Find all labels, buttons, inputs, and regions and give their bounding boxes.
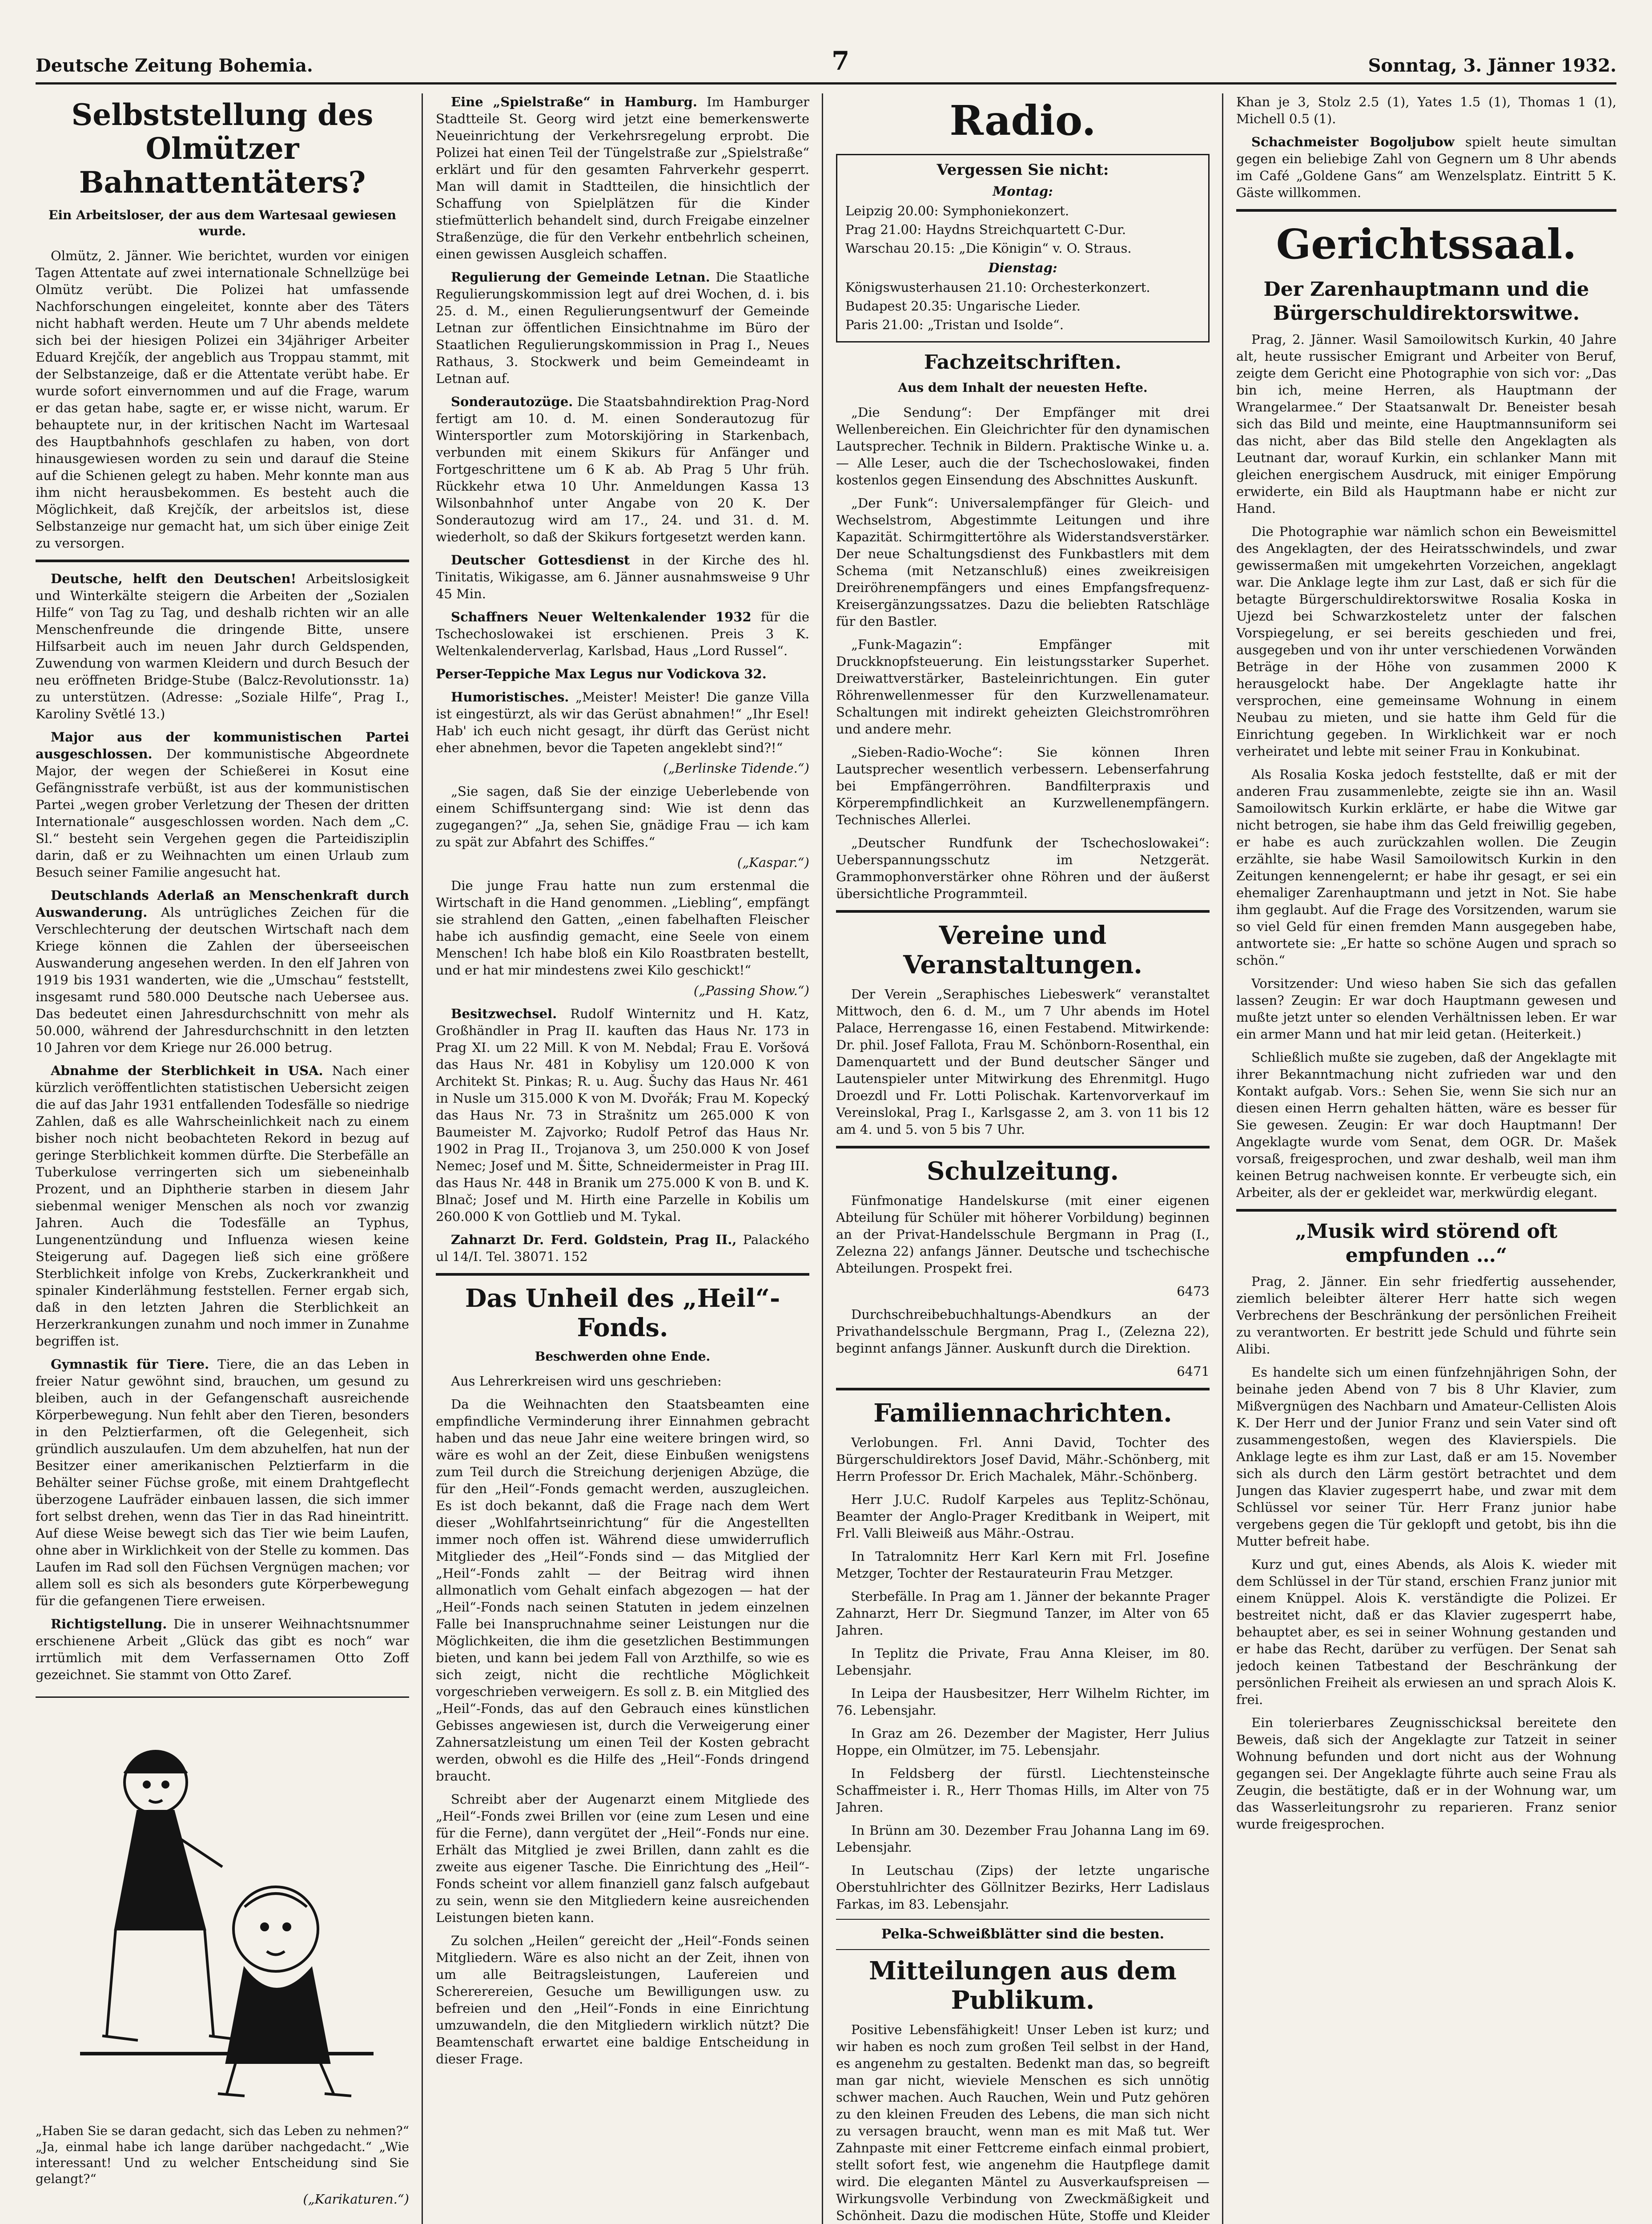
- radio-program-box: [836, 154, 1210, 342]
- columns: [36, 93, 1616, 2224]
- paragraph-text: spielt heute simultan gegen ein beliebige Zahl von Gegnern um 8 Uhr abends im Café „Goldene Gans“ am Wenzelsplatz. Eintritt 5 K. Gäste willkommen.: [1236, 134, 1616, 200]
- column-rule: [822, 93, 823, 2224]
- paragraph-lead: Deutschlands Aderlaß an Menschenkraft durch Auswanderung.: [36, 888, 409, 920]
- article-headline: Das Unheil des „Heil“-Fonds.: [465, 1284, 780, 1342]
- cartoon-caption: „Haben Sie se daran gedacht, sich das Leben zu nehmen?“ „Ja, einmal habe ich lange darüber nachgedacht.“ „Wie interessant! Und zu welcher Entscheidung sind Sie gelangt?“: [36, 2123, 409, 2186]
- paragraph-lead: Deutsche, helft den Deutschen!: [51, 571, 297, 586]
- radio-line: Prag 21.00: Haydns Streichquartett C-Dur.: [845, 222, 1126, 237]
- paragraph-lead: Perser-Teppiche Max Legus nur Vodickova 32.: [436, 666, 767, 681]
- article-paragraph: [436, 608, 809, 659]
- radio-box-title: Vergessen Sie nicht:: [937, 161, 1109, 179]
- radio-line: Budapest 20.35: Ungarische Lieder.: [845, 298, 1081, 314]
- section-headline: Mitteilungen aus dem Publikum.: [869, 1956, 1177, 2015]
- article-paragraph: In Leipa der Hausbesitzer, Herr Wilhelm Richter, im 76. Lebensjahr.: [836, 1686, 1210, 1718]
- newspaper-page: [36, 27, 1616, 2224]
- ad-number: 152: [563, 1249, 588, 1264]
- radio-day: Montag:: [993, 184, 1053, 199]
- section-headline: Fachzeitschriften.: [924, 351, 1122, 374]
- article-paragraph: Olmütz, 2. Jänner. Wie berichtet, wurden vor einigen Tagen Attentate auf zwei internationale Schnellzüge bei Olmütz verübt. Die Polizei hat umfassende Nachforschungen eingeleitet, konnte aber des Täters nicht habhaft werden. Heute um 7 Uhr abends meldete sich bei der hiesigen Polizei ein 34jähriger Arbeiter Eduard Krejčík, der angeblich aus Troppau stammt, mit der Selbstanzeige, daß er die Attentate verübt habe. Er wurde sofort einvernommen und auf die Frage, warum er das getan habe, sagte er, er wisse nicht, warum. Er behauptete nur, in der kritischen Nacht im Wartesaal des Hauptbahnhofs geschlafen zu haben, von dort hinausgewiesen worden zu sein und darauf die Steine auf die Schienen gelegt zu haben. Mehr konnte man aus ihm nicht herausbekommen. Es besteht auch die Möglichkeit, daß Krejčík, der arbeitslos ist, diese Selbstanzeige nur gemacht hat, um sich über einige Zeit zu versorgen.: [36, 248, 409, 551]
- article-paragraph: In Graz am 26. Dezember der Magister, Herr Julius Hoppe, ein Olmützer, im 75. Lebensjahr.: [836, 1726, 1210, 1758]
- article-paragraph: [436, 93, 809, 262]
- article-paragraph: „Funk-Magazin“: Empfänger mit Druckknopfsteuerung. Ein leistungsstarker Superhet. Dreiwattverstärker, Basteleinrichtungen. Ein guter Röhrenwellenmesser für den Kurzwellenamateur. Schaltungen mit indirekt geheizten Gleichstromröhren und andere mehr.: [836, 637, 1210, 737]
- radio-day: Dienstag:: [988, 260, 1057, 275]
- column-1: [36, 93, 409, 2224]
- article-paragraph: [36, 1616, 409, 1683]
- quote-source: („Berlinske Tidende.“): [663, 761, 809, 776]
- article-headline: Selbststellung des Olmützer Bahnattentäters?: [71, 97, 374, 200]
- paragraph-text: Tiere, die an das Leben in freier Natur gewöhnt sind, brauchen, um gesund zu bleiben, auch in der Gefangenschaft ausreichende Körperbewegung. Nun fehlt aber den Tieren, besonders in den Pelztierfarmen, oft die Gelegenheit, sich gründlich auszulaufen. Um dem abzuhelfen, hat nun der Besitzer einer amerikanischen Pelztierfarm in die Behälter seiner Füchse große, mit einem Drahtgeflecht überzogene Laufräder einbauen lassen, die sich immer fort selbst drehen, wenn das Tier in das Rad hineintritt. Auf diese Weise bewegt sich das Tier wie beim Laufen, ohne aber in Wirklichkeit von der Stelle zu kommen. Das Laufen im Rad soll den Füchsen Vergnügen machen; vor allem soll es sich als besonders gute Körperbewegung für die gefangenen Tiere erweisen.: [36, 1357, 409, 1608]
- paragraph-lead: Besitzwechsel.: [451, 1006, 557, 1021]
- section-divider: [436, 1273, 809, 1276]
- radio-line: Paris 21.00: „Tristan und Isolde“.: [845, 317, 1064, 332]
- article-paragraph: Durchschreibebuchhaltungs-Abendkurs an der Privathandelsschule Bergmann, Prag I., (Zelezna 22), beginnt anfangs Jänner. Auskunft durch die Direktion.: [836, 1307, 1210, 1356]
- section-divider: [836, 1919, 1210, 1920]
- section-divider: [836, 1388, 1210, 1390]
- paragraph-lead: Richtigstellung.: [51, 1616, 167, 1632]
- advertisement-line: Pelka-Schweißblätter sind die besten.: [881, 1926, 1165, 1942]
- article-paragraph: [1236, 133, 1616, 201]
- article-paragraph: In Feldsberg der fürstl. Liechtensteinsche Schaffmeister i. R., Herr Thomas Hills, im Alter von 75 Jahren.: [836, 1766, 1210, 1815]
- paragraph-text: für die Tschechoslowakei ist erschienen. Preis 3 K. Weltenkalenderverlag, Karlsbad, Haus „Lord Russel“.: [436, 609, 809, 658]
- article-headline: „Musik wird störend oft empfunden …“: [1295, 1220, 1558, 1267]
- paragraph-lead: Major aus der kommunistischen Partei ausgeschlossen.: [36, 729, 409, 761]
- article-paragraph: [436, 393, 809, 545]
- radio-line: Warschau 20.15: „Die Königin“ v. O. Straus.: [845, 241, 1132, 256]
- section-divider: [836, 1949, 1210, 1950]
- section-divider: [1236, 209, 1616, 212]
- article-paragraph: „Sie sagen, daß Sie der einzige Ueberlebende von einem Schiffsuntergang sind: Wie ist denn das zugegangen?“ „Ja, sehen Sie, gnädige Frau — ich kam zu spät zur Abfahrt des Schiffes.“: [436, 784, 809, 850]
- article-paragraph: In Teplitz die Private, Frau Anna Kleiser, im 80. Lebensjahr.: [836, 1646, 1210, 1678]
- article-paragraph: [36, 1062, 409, 1350]
- section-headline: Vereine und Veranstaltungen.: [903, 921, 1142, 979]
- paragraph-text: Die in unserer Weihnachtsnummer erschienene Arbeit „Glück das gibt es noch“ war irrtümlich mit dem Verfassernamen Otto Zoff gezeichnet. Sie stammt von Otto Zaref.: [36, 1616, 409, 1682]
- article-paragraph: Vorsitzender: Und wieso haben Sie sich das gefallen lassen? Zeugin: Er war doch Hauptmann gewesen und mußte jetzt unter so elenden Verhältnissen leben. Er war ein armer Mann und hat mir leid getan. (Heiterkeit.): [1236, 976, 1616, 1042]
- article-paragraph: Verlobungen. Frl. Anni David, Tochter des Bürgerschuldirektors Josef David, Mähr.-Schönberg, mit Herrn Professor Dr. Erich Machalek, Mähr.-Schönberg.: [836, 1435, 1210, 1484]
- article-paragraph: „Der Funk“: Universalempfänger für Gleich- und Wechselstrom, Abgestimmte Leitungen und ihre Kapazität. Schirmgittertöhre als Widerstandsverstärker. Der neue Schaltungsdienst des Funkbastlers mit dem Schema (mit Netzanschluß) eines zweikreisigen Dreiröhrenempfängers und eines Empfangsfrequenz-Kreisergänzungssatzes. Dazu die beliebten Ratschläge für den Bastler.: [836, 496, 1210, 629]
- article-paragraph: [36, 1356, 409, 1609]
- paragraph-lead: Eine „Spielstraße“ in Hamburg.: [451, 94, 698, 109]
- article-paragraph: Kurz und gut, eines Abends, als Alois K. wieder mit dem Schlüssel in der Tür stand, erschien Franz junior mit einem Knüppel. Alois K. verständigte die Polizei. Er bestreitet nicht, daß er das Klavier zugesperrt habe, behauptet aber, es sei in seiner Wohnung gestanden und er habe das Recht, darüber zu verfügen. Der Senat sah jedoch keinen Tatbestand der Beschränkung der persönlichen Freiheit als erwiesen an und sprach Alois K. frei.: [1236, 1557, 1616, 1707]
- masthead-date: Sonntag, 3. Jänner 1932.: [1368, 55, 1616, 76]
- paragraph-text: Im Hamburger Stadtteile St. Georg wird jetzt eine bemerkenswerte Neueinrichtung der Verkehrsregelung erprobt. Die Polizei hat einen Teil der Tüngelstraße zur „Spielstraße“ erklärt und für den gesamten Fahrverkehr gesperrt. Man will damit in Stadtteilen, die hinsichtlich der Schaffung von Spielplätzen für die Kinder stiefmütterlich behandelt sind, durch Freigabe einzelner Straßenzüge, die für den Verkehr entbehrlich scheinen, einen gewissen Ausgleich schaffen.: [436, 94, 809, 262]
- column-rule: [1222, 93, 1223, 2224]
- advertisement-line: [436, 1231, 809, 1265]
- article-paragraph: Der Verein „Seraphisches Liebeswerk“ veranstaltet Mittwoch, den 6. d. M., um 7 Uhr abends im Hotel Palace, Herrengasse 16, einen Festabend. Mitwirkende: Dr. phil. Josef Fallota, Frau M. Schönborn-Rosenthal, ein Damenquartett und der Bund deutscher Sänger und Lautenspieler unter Mitwirkung des Ehrenmitgl. Hugo Droezdl und Fr. Lotti Polischak. Kartenvorverkauf im Vereinslokal, Prag I., Karlsgasse 2, am 3. von 11 bis 12 am 4. und 5. von 5 bis 7 Uhr.: [836, 987, 1210, 1137]
- paragraph-lead: Zahnarzt Dr. Ferd. Goldstein, Prag II.,: [451, 1232, 737, 1247]
- column-2: [436, 93, 809, 2224]
- article-paragraph: Sterbefälle. In Prag am 1. Jänner der bekannte Prager Zahnarzt, Herr Dr. Siegmund Tanzer, im Alter von 65 Jahren.: [836, 1589, 1210, 1638]
- article-paragraph: Die Photographie war nämlich schon ein Beweismittel des Angeklagten, der des Heiratsschwindels, und zwar gewissermaßen mit umgekehrten Vorzeichen, angeklagt war. Die Anklage legte ihm zur Last, daß er sich für die betagte Bürgerschuldirektorswitwe Rosalia Koska in Ujezd bei Schwarzkosteletz unter der falschen Vorspiegelung, er sei bereits geschieden und frei, ausgegeben und von ihr unter verschiedenen Vorwänden Beträge in der Höhe von zusammen 2000 K herausgelockt habe. Der Angeklagte hatte ihr versprochen, eine gemeinsame Wohnung in einem Neubau zu mieten, und sie hatte ihm Geld für die Einrichtung gegeben. In Wirklichkeit war er noch verheiratet und lebte mit seiner Frau in Konkubinat.: [1236, 524, 1616, 759]
- ad-number: 6471: [1177, 1364, 1210, 1379]
- section-headline: Schulzeitung.: [927, 1156, 1119, 1186]
- article-paragraph: [36, 887, 409, 1056]
- section-subhead: Aus dem Inhalt der neuesten Hefte.: [898, 380, 1148, 395]
- paragraph-text: Rudolf Winternitz und H. Katz, Großhändler in Prag II. kauften das Haus Nr. 173 in Prag XI. um 22 Mill. K von M. Nebdal; Frau E. Voršová das Haus Nr. 481 in Kobylisy um 120.000 K von Architekt St. Pinkas; R. u. Aug. Šuchy das Haus Nr. 461 in Nusle um 315.000 K von M. Dvořák; Frau M. Kopecký das Haus Nr. 73 in Strašnitz um 265.000 K von Baumeister M. Zajvorko; Rudolf Petrof das Haus Nr. 1902 in Prag II., Trojanova 3, um 250.000 K von Josef Nemec; Josef und M. Šitte, Schneidermeister in Prag III. das Haus Nr. 448 in Branik um 275.000 K von B. und K. Blnač; Josef und M. Hirth eine Parzelle in Kobilis um 260.000 K von Gottlieb und M. Tykal.: [436, 1006, 809, 1224]
- article-subhead: Beschwerden ohne Ende.: [535, 1349, 711, 1364]
- article-paragraph: [436, 552, 809, 602]
- article-paragraph: „Sieben-Radio-Woche“: Sie können Ihren Lautsprecher wesentlich verbessern. Lebenserfahrung bei Empfängerröhren. Bandfilterpraxis und Körperempfindlichkeit an Kurzwellenempfängern. Technisches Allerlei.: [836, 745, 1210, 827]
- section-divider: [836, 1146, 1210, 1148]
- paragraph-text: Nach einer kürzlich veröffentlichten statistischen Uebersicht zeigen die auf das Jahr 1931 entfallenden Todesfälle so niedrige Zahlen, daß es alle Wahrscheinlichkeit nach zu einem bisher noch nicht beobachteten Rekord in bezug auf geringe Sterblichkeit kommen dürfte. Die Sterbefälle an Tuberkulose verringerten sich um siebeneinhalb Prozent, und an Diphtherie starben in diesem Jahr siebenmal weniger Menschen als noch vor zwanzig Jahren. Auch die Todesfälle an Typhus, Lungenentzündung und Influenza wiesen keine Steigerung auf. Dagegen ließ sich eine größere Sterblichkeit infolge von Krebs, Zuckerkrankheit und spinaler Kinderlähmung feststellen. Ferner ergab sich, daß in den letzten Jahren die Sterblichkeit an Herzerkrankungen zunahm und noch immer in Zunahme begriffen ist.: [36, 1063, 409, 1349]
- article-paragraph: Fünfmonatige Handelskurse (mit einer eigenen Abteilung für Schüler mit höherer Vorbildung) beginnen an der Privat-Handelsschule Bergmann in Prag (I., Zelezna 22) anfangs Jänner. Deutsche und tschechische Abteilungen. Prospekt frei.: [836, 1193, 1210, 1276]
- radio-line: Leipzig 20.00: Symphoniekonzert.: [845, 203, 1069, 218]
- cartoon-credit: („Karikaturen.“): [303, 2192, 409, 2207]
- section-divider: [36, 560, 409, 562]
- article-paragraph: In Tatralomnitz Herr Karl Kern mit Frl. Josefine Metzger, Tochter der Restaurateurin Frau Metzger.: [836, 1549, 1210, 1581]
- article-paragraph: In Brünn am 30. Dezember Frau Johanna Lang im 69. Lebensjahr.: [836, 1823, 1210, 1855]
- article-paragraph: [436, 689, 809, 756]
- article-paragraph: Ein tolerierbares Zeugnisschicksal bereitete den Beweis, daß sich der Angeklagte zur Tatzeit in seiner Wohnung befunden und dort nicht aus der Wohnung gegangen sei. Der Angeklagte führte auch seine Frau als Zeugin, die bestätigte, daß er in der Wohnung war, um das Wasserleitungsrohr zu reparieren. Franz senior wurde freigesprochen.: [1236, 1715, 1616, 1832]
- quote-source: („Passing Show.“): [693, 983, 809, 998]
- article-paragraph: Positive Lebensfähigkeit! Unser Leben ist kurz; und wir haben es noch zum großen Teil selbst in der Hand, es angenehm zu gestalten. Bedenkt man das, so begreift man gar nicht, wieviele Menschen es sich unnötig schwer machen. Auch Rauchen, Wein und Putz gehören zu den kleinen Freuden des Lebens, die man sich nicht zu versagen braucht, wenn man es mit Maß tut. Wer Zahnpaste mit einer Fettcreme einfach einmal probiert, stellt sofort fest, wie angenehm die Hautpflege damit wird. Die eleganten Mäntel zu Ausverkaufspreisen — Wirkungsvolle Verbindung von Zweckmäßigkeit und Schönheit. Dazu die modischen Hüte, Stoffe und Kleider: [836, 2022, 1210, 2223]
- radio-line: Königswusterhausen 21.10: Orchesterkonzert.: [845, 280, 1150, 295]
- article-paragraph: In Leutschau (Zips) der letzte ungarische Oberstuhlrichter des Göllnitzer Bezirks, Herr Ladislaus Farkas, im 83. Lebensjahr.: [836, 1863, 1210, 1912]
- article-paragraph: Khan je 3, Stolz 2.5 (1), Yates 1.5 (1), Thomas 1 (1), Michell 0.5 (1).: [1236, 94, 1616, 126]
- article-subhead: Ein Arbeitsloser, der aus dem Wartesaal gewiesen wurde.: [48, 208, 397, 238]
- section-divider: [1236, 1209, 1616, 1212]
- paragraph-lead: Humoristisches.: [451, 689, 569, 705]
- article-paragraph: [36, 570, 409, 722]
- paragraph-lead: Gymnastik für Tiere.: [51, 1357, 209, 1372]
- article-paragraph: Es handelte sich um einen fünfzehnjährigen Sohn, der beinahe jeden Abend von 7 bis 8 Uhr Klavier, zum Mißvergnügen des Nachbarn und Amateur-Cellisten Alois K. Der Herr und der Junior Franz und sein Vater sind oft zusammengestoßen, wegen des Klavierspiels. Die Anklage legte es ihm zur Last, daß er am 15. November sich als durch den Lärm gestört betrachtet und dem Jungen das Klavier zugesperrt habe, und zwar mit dem Schlüssel vor seiner Tür. Herr Franz junior habe vergebens gegen die Tür geklopft und getobt, bis ihn die Mutter befreit habe.: [1236, 1365, 1616, 1549]
- ad-number: 6473: [1177, 1284, 1210, 1299]
- article-paragraph: Die junge Frau hatte nun zum erstenmal die Wirtschaft in die Hand genommen. „Liebling“, empfängt sie strahlend den Gatten, „einen fabelhaften Fleischer habe ich ausfindig gemacht, eine Seele von einem Menschen! Ich habe bloß ein Kilo Roastbraten bestellt, und er hat mir mindestens zwei Kilo geschickt!“: [436, 878, 809, 978]
- column-3: [836, 93, 1210, 2224]
- paragraph-lead: Regulierung der Gemeinde Letnan.: [451, 270, 710, 285]
- article-paragraph: [436, 1005, 809, 1225]
- column-4: [1236, 93, 1616, 2224]
- paragraph-text: „Meister! Meister! Die ganze Villa ist eingestürzt, als wir das Gerüst abnahmen!“ „Ihr Esel! Hab' ich euch nicht gesagt, ihr dürft das Gerüst nicht eher abnehmen, bevor die Tapeten angeklebt sind?!“: [436, 689, 809, 755]
- article-paragraph: „Die Sendung“: Der Empfänger mit drei Wellenbereichen. Ein Gleichrichter für den dynamischen Lautsprecher. Technik in Bildern. Praktische Winke u. a. — Alle Leser, auch die der Tschechoslowakei, finden kostenlos gegen Einsendung des Abschnittes Auskunft.: [836, 405, 1210, 488]
- masthead-paper: Deutsche Zeitung Bohemia.: [36, 55, 313, 76]
- article-paragraph: [436, 269, 809, 387]
- paragraph-text: Als untrügliches Zeichen für die Verschlechterung der deutschen Wirtschaft nach dem Kriege können die Zahlen der überseeischen Auswanderung angesehen werden. In den elf Jahren von 1919 bis 1931 wanderten, wie die „Umschau“ feststellt, insgesamt rund 580.000 Deutsche nach Uebersee aus. Das bedeutet einen Jahresdurchschnitt von mehr als 50.000, während der Jahresdurchschnitt in den letzten 10 Jahren vor dem Kriege nur 26.000 betrug.: [36, 905, 409, 1055]
- page-number: 7: [832, 46, 850, 76]
- paragraph-lead: Sonderautozüge.: [451, 394, 573, 409]
- column-rule: [422, 93, 423, 2224]
- paragraph-lead: Schachmeister Bogoljubow: [1251, 134, 1455, 149]
- article-paragraph: Prag, 2. Jänner. Ein sehr friedfertig aussehender, ziemlich beleibter älterer Herr hatte sich wegen Verbrechens der Beschränkung der persönlichen Freiheit zu verantworten. Er bestritt jede Schuld und führte sein Alibi.: [1236, 1274, 1616, 1357]
- cartoon-illustration: [36, 1696, 409, 2116]
- paragraph-lead: Schaffners Neuer Weltenkalender 1932: [451, 609, 752, 624]
- paragraph-lead: Deutscher Gottesdienst: [451, 552, 630, 568]
- section-headline-gerichtssaal: Gerichtssaal.: [1276, 220, 1577, 268]
- article-paragraph: Prag, 2. Jänner. Wasil Samoilowitsch Kurkin, 40 Jahre alt, heute russischer Emigrant und Arbeiter von Beruf, zeigte dem Gericht eine Photographie von sich vor: „Das bin ich, meine Herren, als Hauptmann der Wrangelarmee.“ Der Staatsanwalt Dr. Beneister besah sich das Bild und meinte, eine Hauptmannsuniform sei das nicht, aber das Bild stelle den Angeklagten als Leutnant dar, worauf Kurkin, ein schlanker Mann mit gleichen energischem Ausdruck, mit einiger Empörung erwiderte, ein Bild als Hauptmann habe er nicht zur Hand.: [1236, 332, 1616, 516]
- section-divider: [836, 910, 1210, 913]
- paragraph-text: Arbeitslosigkeit und Winterkälte steigern die Arbeiten der „Sozialen Hilfe“ von Tag zu Tag, und deshalb richten wir an alle Menschenfreunde die dringende Bitte, unsere Hilfsarbeit auch im neuen Jahr durch Geldspenden, Zuwendung von warmen Kleidern und durch Besuch der neu eröffneten Bridge-Stube (Balcz-Revolutionsstr. 1a) zu unterstützen. (Adresse: „Soziale Hilfe“, Prag I., Karoliny Světlé 13.): [36, 571, 409, 721]
- paragraph-text: Die Staatsbahndirektion Prag-Nord fertigt am 10. d. M. einen Sonderautozug für Wintersportler zum Motorskijöring in Starkenbach, verbunden mit einem Skikurs für Anfänger und Fortgeschrittene um 6 K ab. Ab Prag 5 Uhr früh. Rückkehr etwa 10 Uhr. Anmeldungen Kassa 13 Wilsonbahnhof unter Angabe von 20 K. Der Sonderautozug wird am 17., 24. und 31. d. M. wiederholt, so daß der Skikurs fortgesetzt werden kann.: [436, 394, 809, 544]
- paragraph-text: in der Kirche des hl. Tinitatis, Wikigasse, am 6. Jänner ausnahmsweise 9 Uhr 45 Min.: [436, 552, 809, 601]
- article-paragraph: Zu solchen „Heilen“ gereicht der „Heil“-Fonds seinen Mitgliedern. Wäre es also nicht an der Zeit, ihnen von um alle Beitragsleistungen, Laufereien und Schererereien, Gesuche um Bewilligungen usw. zu befreien und den „Heil“-Fonds in eine Einrichtung umzuwandeln, die den Mitgliedern wirklich nützt? Die Beamtenschaft erwartet eine baldige Entscheidung in dieser Frage.: [436, 1933, 809, 2067]
- article-paragraph: Aus Lehrerkreisen wird uns geschrieben:: [451, 1374, 722, 1389]
- advertisement-line: [436, 665, 809, 682]
- article-paragraph: Als Rosalia Koska jedoch feststellte, daß er mit der anderen Frau zusammenlebte, zeigte sie ihn an. Wasil Samoilowitsch Kurkin erklärte, er habe die Witwe gar nicht betrogen, sie habe ihm das Geld freiwillig gegeben, er habe es auch zurückzahlen wollen. Die Zeugin erzählte, sie habe Wasil Samoilowitsch Kurkin in den Zeitungen kennengelernt; er habe ihr gesagt, er sei ein ehemaliger Zarenhauptmann und jetzt in Not. Sie habe ihm geglaubt. Auf die Frage des Vorsitzenden, warum sie so viel Geld für einen fremden Mann ausgegeben habe, antwortete sie: „Er hatte so schöne Augen und sprach so schön.“: [1236, 767, 1616, 968]
- quote-source: („Kaspar.“): [737, 855, 809, 870]
- article-paragraph: Schließlich mußte sie zugeben, daß der Angeklagte mit ihrer Bekanntmachung nicht zufrieden war und den Kontakt aufgab. Vors.: Sehen Sie, wenn Sie sich nur an diesen einen Herrn gehalten hätten, wäre es besser für Sie gewesen. Zeugin: Er war doch Hauptmann! Der Angeklagte wurde vom Senat, dem OGR. Dr. Mašek vorsaß, freigesprochen, und zwar deshalb, weil man ihm keinen Betrug nachweisen konnte. Er verbeugte sich, ein Arbeiter, als der er gekleidet war, merkwürdig elegant.: [1236, 1050, 1616, 1200]
- running-head: [36, 27, 1616, 85]
- paragraph-text: Der kommunistische Abgeordnete Major, der wegen der Schießerei in Kosut eine Gefängnisstrafe verbüßt, ist aus der kommunistischen Partei „wegen grober Verletzung der Thesen der dritten Internationale“ ausgeschlossen worden. Nach dem „C. Sl.“ besteht sein Vergehen gegen die Parteidisziplin darin, daß er zu Weihnachten um einen Urlaub zum Besuch seiner Familie angesucht hat.: [36, 746, 409, 880]
- article-paragraph: [36, 729, 409, 881]
- article-headline: Der Zarenhauptmann und die Bürgerschuldirektorswitwe.: [1263, 278, 1589, 325]
- cartoon-drawing: [36, 1698, 409, 2116]
- article-paragraph: Da die Weihnachten den Staatsbeamten eine empfindliche Verminderung ihrer Einnahmen gebracht haben und das neue Jahr eine weitere bringen wird, so wäre es wohl an der Zeit, diese Einbußen wenigstens zum Teil durch die Streichung derjenigen Abzüge, die für den „Heil“-Fonds gemacht werden, auszugleichen. Es ist doch bekannt, daß die Frage nach dem Wert dieser „Wohlfahrtseinrichtung“ für die Angestellten immer noch offen ist. Während diese umwiderruflich Mitglieder des „Heil“-Fonds sind — das Mitglied der „Heil“-Fonds zahlt — der Beitrag wird ihnen allmonatlich vom Gehalt einfach abgezogen — hat der „Heil“-Fonds nach seinen Statuten in jedem einzelnen Falle bei Inanspruchnahme seiner Leistungen nur die Möglichkeiten, die ihm die gesetzlichen Bestimmungen bieten, und kann bei jedem Fall von Arzthilfe, so wie es sich zeigt, nicht die rechtliche Möglichkeit vorgeschrieben verweigern. Es soll z. B. ein Mitglied des „Heil“-Fonds, das auf den Gebrauch eines künstlichen Gebisses angewiesen ist, durch die Verweigerung einer Zahnersatzleistung um einen Teil der Kosten gebracht werden, obwohl es die Hilfe des „Heil“-Fonds dringend braucht.: [436, 1397, 809, 1784]
- paragraph-text: Palackého ul 14/I. Tel. 38071.: [436, 1232, 809, 1264]
- article-paragraph: Schreibt aber der Augenarzt einem Mitgliede des „Heil“-Fonds zwei Brillen vor (eine zum Lesen und eine für die Ferne), dann vergütet der „Heil“-Fonds nur eine. Erhält das Mitglied je zwei Brillen, dann zahlt es die zweite aus eigener Tasche. Die Einrichtung des „Heil“-Fonds scheint vor allem finanziell ganz falsch aufgebaut zu sein, wenn sie den Mitgliedern keine ausreichenden Leistungen bieten kann.: [436, 1792, 809, 1925]
- paragraph-lead: Abnahme der Sterblichkeit in USA.: [51, 1063, 323, 1078]
- section-headline-radio: Radio.: [949, 97, 1096, 145]
- article-paragraph: Herr J.U.C. Rudolf Karpeles aus Teplitz-Schönau, Beamter der Anglo-Prager Kreditbank in Weipert, mit Frl. Valli Bleiweiß aus Mähr.-Ostrau.: [836, 1492, 1210, 1541]
- section-headline: Familiennachrichten.: [873, 1398, 1172, 1428]
- article-paragraph: „Deutscher Rundfunk der Tschechoslowakei“: Ueberspannungsschutz im Netzgerät. Grammophonverstärker ohne Röhren und der äußerst übersichtliche Programmteil.: [836, 835, 1210, 901]
- paragraph-text: Die Staatliche Regulierungskommission legt auf drei Wochen, d. i. bis 25. d. M., einen Regulierungsentwurf der Gemeinde Letnan zur öffentlichen Einsichtnahme im Büro der Staatlichen Regulierungskommission in Prag I., Neues Rathaus, 3. Stockwerk und beim Gemeindeamt in Letnan auf.: [436, 270, 809, 386]
